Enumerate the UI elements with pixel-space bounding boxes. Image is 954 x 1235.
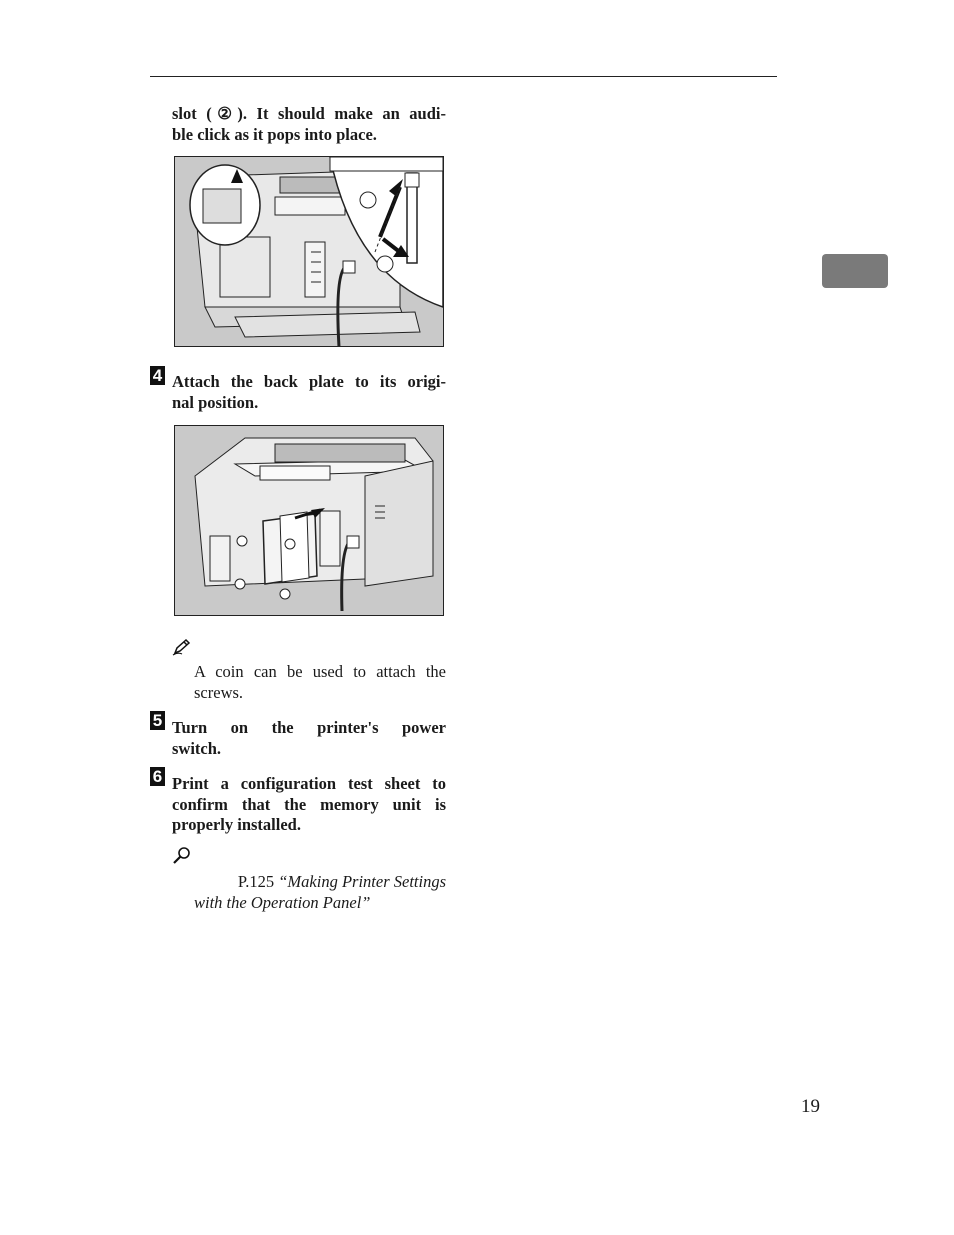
step-6-line-2: confirm that the memory unit is [172,794,446,814]
step-6-text [172,774,446,836]
step-5 [150,713,446,757]
step-6-line-3: properly installed. [172,815,301,834]
pencil-note-icon [172,638,192,656]
step-6 [150,769,446,835]
reference-text [194,872,446,913]
note-line-2: screws. [194,682,244,702]
step-number-4: 4 [150,366,165,385]
page-number: 19 [801,1096,820,1117]
continuation-text [172,104,446,145]
step-number-6: 6 [150,767,165,786]
reference-title-2: with the Operation Panel” [194,892,371,912]
step-5-line-1: Turn on the printer's power [172,718,446,737]
step-4 [150,368,446,412]
back-plate-illustration [175,426,443,615]
step-5-text [172,718,446,759]
reference-page: P.125 [237,872,279,891]
step-6-line-1: Print a configuration test sheet to [172,774,446,793]
printer-memory-illustration [175,157,443,346]
magnifier-reference-icon [172,846,192,864]
step-4-line-2: nal position. [172,392,259,412]
continuation-line-1: slot (②). It should make an audi- [172,104,446,123]
figure-back-plate [174,425,444,616]
note-text [194,662,446,703]
continuation-line-2: ble click as it pops into place. [172,124,377,144]
note-line-1: A coin can be used to attach the [194,662,446,681]
reference-title-1: “Making Printer Settings [278,872,446,891]
chapter-tab [822,254,888,288]
figure-memory-install [174,156,444,347]
step-number-5: 5 [150,711,165,730]
step-5-line-2: switch. [172,738,222,758]
step-4-line-1: Attach the back plate to its origi- [172,372,446,391]
reference-line-1 [194,872,446,893]
step-4-text [172,372,446,413]
header-rule [150,76,777,77]
